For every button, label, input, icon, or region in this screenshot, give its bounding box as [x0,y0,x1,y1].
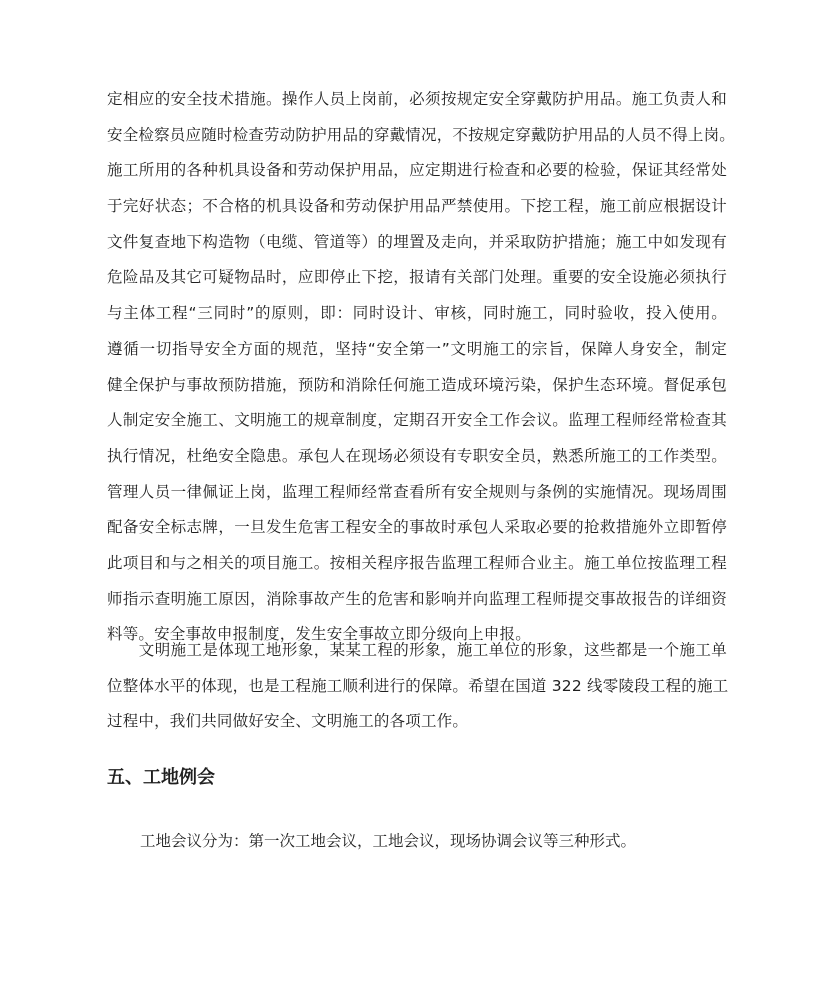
text-line: 定相应的安全技术措施。操作人员上岗前，必须按规定安全穿戴防护用品。施工负责人和 [107,90,727,108]
text-line: 管理人员一律佩证上岗，监理工程师经常查看所有安全规则与条例的实施情况。现场周围 [107,482,727,501]
text-line: 师指示查明施工原因，消除事故产生的危害和影响并向监理工程师提交事故报告的详细资 [107,589,727,608]
text-line: 遵循一切指导安全方面的规范，坚持“安全第一”文明施工的宗旨，保障人身安全，制定 [107,339,727,358]
text-line: 此项目和与之相关的项目施工。按相关程序报告监理工程师合业主。施工单位按监理工程 [107,553,727,572]
text-line: 文件复查地下构造物（电缆、管道等）的埋置及走向，并采取防护措施；施工中如发现有 [107,232,727,251]
text-line: 执行情况，杜绝安全隐患。承包人在现场必须设有专职安全员，熟悉所施工的工作类型。 [107,446,727,465]
text-line: 于完好状态；不合格的机具设备和劳动保护用品严禁使用。下挖工程，施工前应根据设计 [107,197,727,216]
civilized-construction-paragraph [107,633,727,740]
text-line: 人制定安全施工、文明施工的规章制度，定期召开安全工作会议。监理工程师经常检查其 [107,411,727,430]
text-line: 施工所用的各种机具设备和劳动保护用品，应定期进行检查和必要的检验，保证其经常处 [107,161,727,180]
text-line: 健全保护与事故预防措施，预防和消除任何施工造成环境污染，保护生态环境。督促承包 [107,375,727,394]
text-line: 料等。安全事故申报制度，发生安全事故立即分级向上申报。 [107,625,531,644]
text-line: 与主体工程“三同时”的原则，即：同时设计、审核，同时施工，同时验收，投入使用。 [107,304,727,323]
safety-paragraph [107,82,736,653]
text-line: 安全检察员应随时检查劳动防护用品的穿戴情况，不按规定穿戴防护用品的人员不得上岗。 [107,125,736,144]
text-line: 文明施工是体现工地形象，某某工程的形象，施工单位的形象，这些都是一个施工单 [107,641,727,659]
text-line: 过程中，我们共同做好安全、文明施工的各项工作。 [107,712,469,731]
text-line: 危险品及其它可疑物品时，应即停止下挖，报请有关部门处理。重要的安全设施必须执行 [107,268,727,287]
section-heading: 五、工地例会 [107,767,215,788]
meeting-types-paragraph: 工地会议分为：第一次工地会议，工地会议，现场协调会议等三种形式。 [140,832,637,850]
text-line: 配备安全标志牌，一旦发生危害工程安全的事故时承包人采取必要的抢救措施外立即暂停 [107,518,727,537]
text-line: 位整体水平的体现，也是工程施工顺利进行的保障。希望在国道 322 线零陵段工程的施工 [107,676,729,695]
